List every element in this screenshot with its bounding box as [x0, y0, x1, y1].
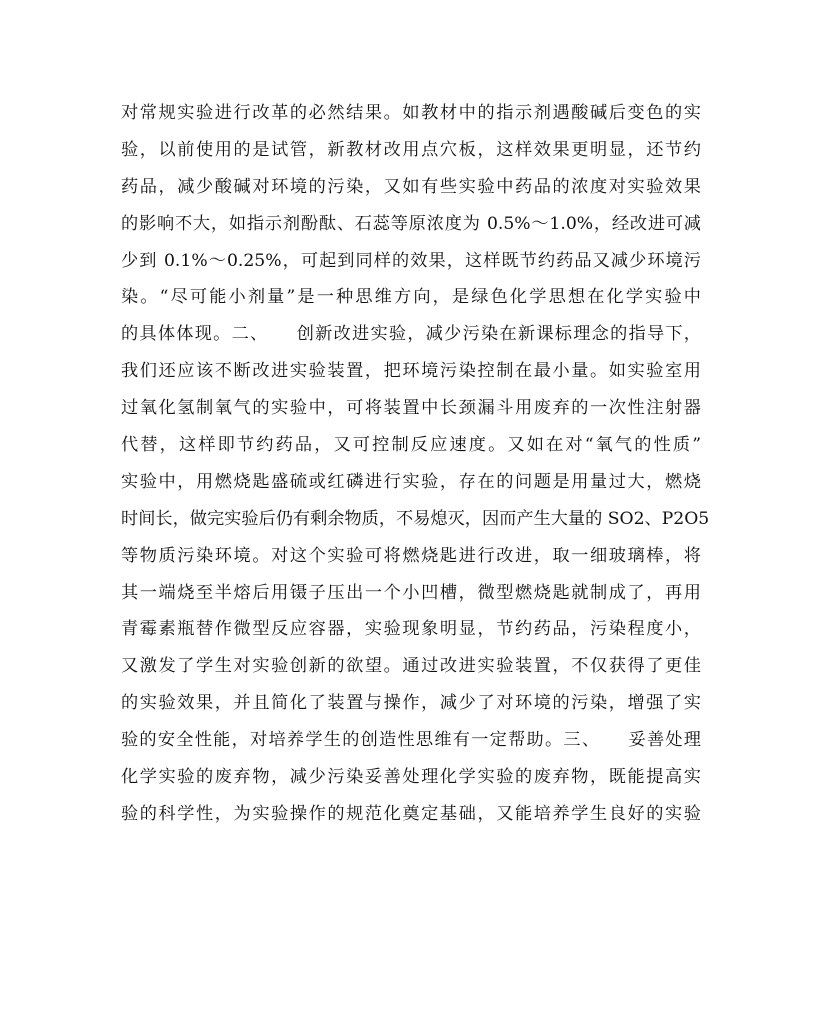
text-line: 的具体体现。二、 创新改进实验，减少污染在新课标理念的指导下，: [121, 324, 701, 345]
text-line: 验，以前使用的是试管，新教材改用点穴板，这样效果更明显，还节约: [121, 139, 701, 160]
body-text: [121, 95, 710, 833]
text-line: 其一端烧至半熔后用镊子压出一个小凹槽，微型燃烧匙就制成了，再用: [121, 582, 701, 603]
text-line: 对常规实验进行改革的必然结果。如教材中的指示剂遇酸碱后变色的实: [121, 103, 701, 123]
text-line: 过氧化氢制氧气的实验中，可将装置中长颈漏斗用废弃的一次性注射器: [121, 398, 701, 419]
text-line: 少到 0.1%～0.25%，可起到同样的效果，这样既节约药品又减少环境污: [121, 250, 701, 271]
text-line: 验的安全性能，对培养学生的创造性思维有一定帮助。三、 妥善处理: [121, 730, 701, 751]
text-line: 药品，减少酸碱对环境的污染，又如有些实验中药品的浓度对实验效果: [121, 176, 701, 197]
text-line: 青霉素瓶替作微型反应容器，实验现象明显，节约药品，污染程度小，: [121, 619, 701, 640]
text-line: 我们还应该不断改进实验装置，把环境污染控制在最小量。如实验室用: [121, 361, 701, 382]
text-line: 的实验效果，并且简化了装置与操作，减少了对环境的污染，增强了实: [121, 693, 701, 714]
text-line: 等物质污染环境。对这个实验可将燃烧匙进行改进，取一细玻璃棒，将: [121, 545, 701, 566]
text-line: 实验中，用燃烧匙盛硫或红磷进行实验，存在的问题是用量过大，燃烧: [121, 471, 701, 492]
text-line: 又激发了学生对实验创新的欲望。通过改进实验装置，不仅获得了更佳: [121, 656, 701, 677]
text-line: 染。“尽可能小剂量”是一种思维方向，是绿色化学思想在化学实验中: [121, 287, 701, 308]
text-line: 的影响不大，如指示剂酚酞、石蕊等原浓度为 0.5%～1.0%，经改进可减: [121, 213, 701, 234]
text-line: 验的科学性，为实验操作的规范化奠定基础，又能培养学生良好的实验: [121, 803, 701, 824]
text-line: 代替，这样即节约药品，又可控制反应速度。又如在对“氧气的性质”: [121, 435, 701, 456]
text-line: 化学实验的废弃物，减少污染妥善处理化学实验的废弃物，既能提高实: [121, 767, 701, 788]
text-line: 时间长，做完实验后仍有剩余物质，不易熄灭，因而产生大量的 SO2、P2O5: [121, 508, 710, 529]
